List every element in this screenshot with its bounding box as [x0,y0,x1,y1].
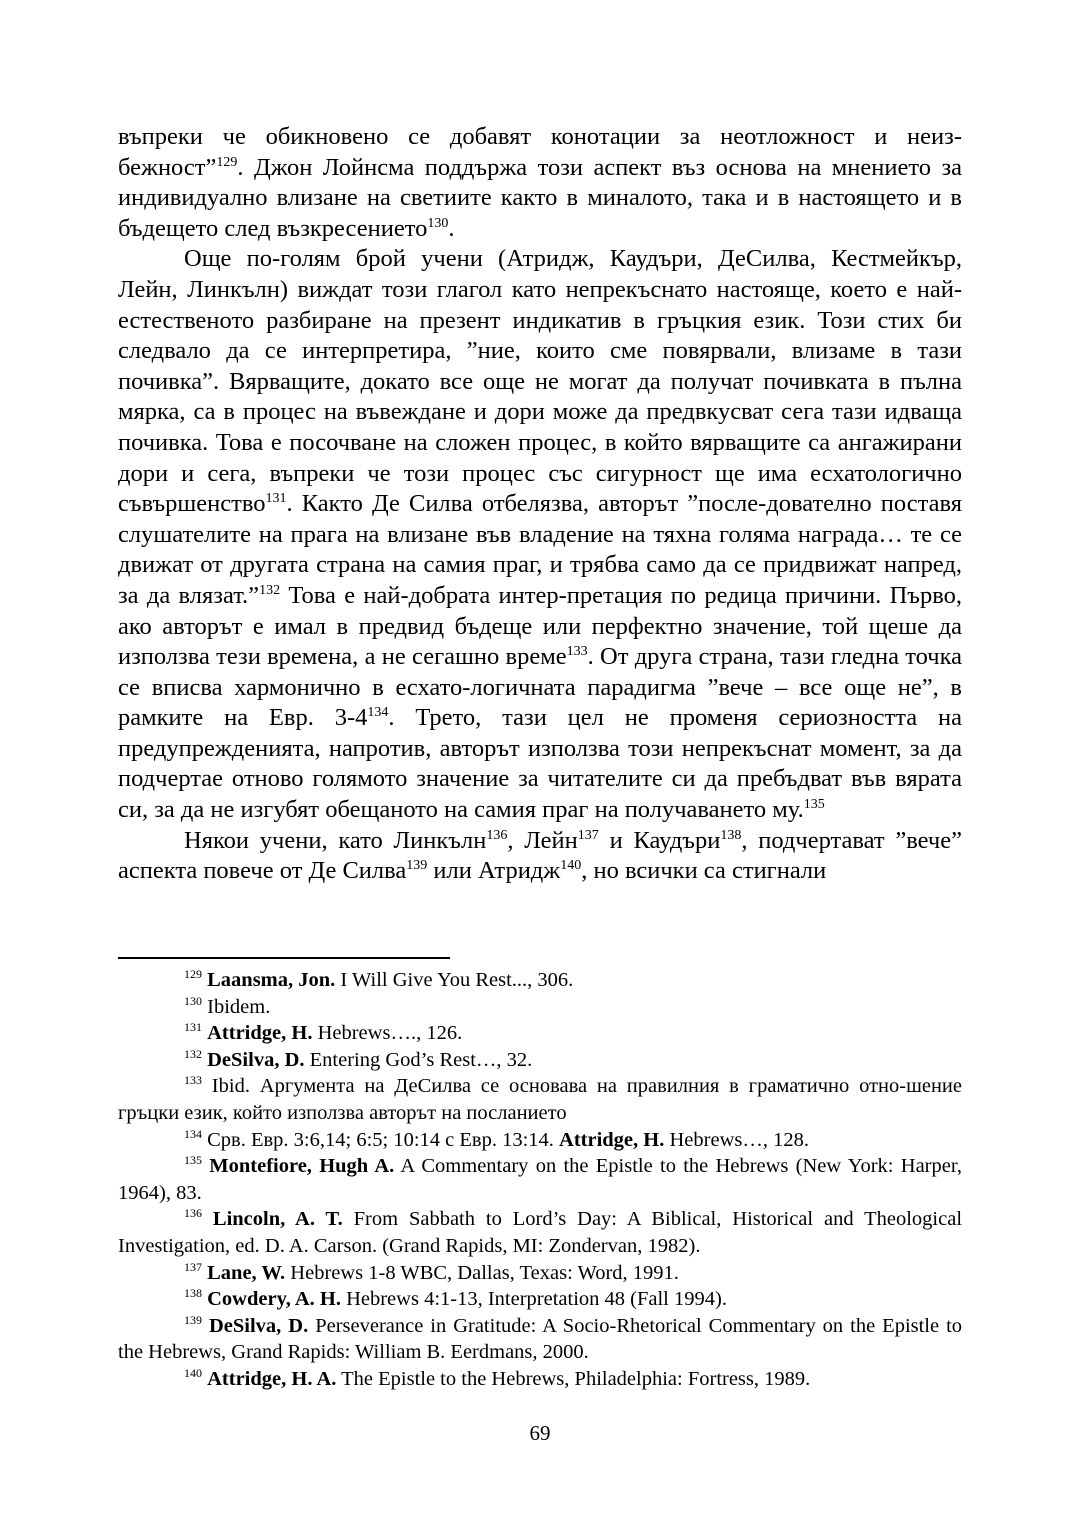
footnote-text: I Will Give You Rest..., 306. [335,969,574,991]
footnote-author: Lane, W. [207,1261,286,1284]
footnote-author: Attridge, H. [207,1022,313,1045]
footnote-author: DeSilva, D. [207,1048,305,1071]
footnote-text: Hebrews…., 126. [312,1022,463,1045]
footnote-text: From Sabbath to Lord’s Day: A Biblical, Historical and Theological Investigation, ed. D. A. Carson. (Grand Rapids, MI: Zondervan, 1982). [118,1208,963,1257]
paragraph-text: и Каудъри [598,826,721,854]
paragraph-text: , но всички са стигнали [581,857,827,885]
paragraph-3 [118,826,962,887]
footnote-129 [118,967,962,994]
footnote-author: Attridge, H. [559,1128,665,1151]
footnote-ref-130: 130 [427,215,449,231]
footnote-text: The Epistle to the Hebrews, Philadelphia: Fortress, 1989. [336,1367,811,1390]
footnote-ref-136: 136 [486,827,508,843]
footnote-number: 131 [184,1020,202,1035]
paragraph-2 [118,244,962,825]
footnote-134 [118,1127,962,1154]
footnote-ref-129: 129 [216,154,238,170]
footnote-number: 129 [184,967,202,981]
paragraph-text: . Джон Лойнсма поддържа този аспект въз основа на мнението за индивидуално влизане на светиите както в миналото, така и в настоящето и в бъдещето след възкресението [118,153,962,242]
footnote-135 [118,1153,962,1206]
paragraph-text: или Атридж [427,857,561,885]
paragraph-text: . Както Де Силва отбелязва, авторът ”после-дователно поставя слушателите на прага на влизане във владение на тяхна голяма награда… те се движат от другата страна на самия праг, и трябва само да се придвижат напред, за да влязат.” [118,490,962,609]
footnote-ref-137: 137 [577,827,599,843]
main-text [118,122,962,887]
footnote-ref-139: 139 [406,858,428,874]
footnote-ref-140: 140 [560,858,582,874]
footnote-132 [118,1047,962,1074]
footnote-136 [118,1206,962,1259]
footnote-text: Ibid. Аргумента на ДеСилва се основава на правилния в граматично отно-шение гръцки език, който използва авторът на посланието [118,1075,962,1124]
footnote-131 [118,1020,962,1047]
footnote-text: Hebrews…, 128. [664,1128,809,1151]
footnote-text: A Commentary on the Epistle to the Hebrews (New York: Harper, 1964), 83. [118,1155,962,1204]
footnote-text: Hebrews 1-8 WBC, Dallas, Texas: Word, 1991. [285,1261,679,1284]
footnote-author: Lincoln, A. T. [212,1208,343,1231]
footnote-number: 140 [184,1365,202,1380]
paragraph-text: Това е най-добрата интер-претация по редица причини. Първо, ако авторът е имал в предвид бъдеще или перфектно значение, той щеше да използва тези времена, а не сегашно време [118,581,962,671]
footnote-ref-134: 134 [367,705,389,721]
footnote-text: Ibidem. [202,995,271,1018]
page-number: 69 [529,1421,551,1445]
footnote-author: Attridge, H. A. [207,1367,337,1390]
footnote-author: Montefiore, Hugh A. [209,1155,395,1178]
paragraph-text: . От друга страна, тази гледна точка се вписва хармонично в есхато-логичната парадигма ”вече – все още не”, в рамките на Евр. 3-4 [118,643,962,732]
footnote-text: Срв. Евр. 3:6,14; 6:5; 10:14 с Евр. 13:14. [202,1128,560,1151]
footnote-138 [118,1286,962,1313]
footnote-133 [118,1073,962,1126]
footnote-text: Entering God’s Rest…, 32. [304,1048,533,1071]
footnote-number: 132 [184,1046,202,1061]
footnote-number: 130 [184,993,202,1008]
footnote-number: 139 [184,1312,202,1327]
footnote-number: 135 [184,1153,202,1168]
paragraph-text: , Лейн [507,826,578,854]
footnote-number: 137 [184,1259,202,1274]
paragraph-1 [118,122,962,244]
footnote-number: 138 [184,1286,202,1301]
footnote-ref-138: 138 [720,827,742,843]
paragraph-text: Още по-голям брой учени (Атридж, Каудъри, ДеСилва, Кестмейкър, Лейн, Линкълн) виждат този глагол като непрекъснато настояще, което е най-естественото разбиране на презент индикатив в гръцкия език. Този стих би следвало да се интерпретира, ”ние, които сме повярвали, влизаме в тази почивка”. Вярващите, докато все още не могат да получат почивката в пълна мярка, са в процес на въвеждане и дори може да предвкусват сега тази идваща почивка. Това е посочване на сложен процес, в който вярващите са ангажирани дори и сега, въпреки че този процес със сигурност ще има есхатологично съвършенство [118,245,962,518]
footnote-text: Hebrews 4:1-13, Interpretation 48 (Fall 1994). [340,1288,727,1311]
footnote-ref-135: 135 [803,797,825,813]
footnote-130 [118,994,962,1021]
footnote-140 [118,1366,962,1393]
footnote-ref-133: 133 [566,644,588,660]
footnotes [118,967,962,1393]
footnote-author: Laansma, Jon. [207,969,336,991]
paragraph-text: , подчертават ”вече” аспекта повече от Де Силва [118,826,963,885]
paragraph-text: . Трето, тази цел не променя сериозността на предупрежденията, напротив, авторът използва този непрекъснат момент, за да подчертае отново голямото значение за читателите си да пребъдват във вярата си, за да не изгубят обещаното на самия праг на получаването му. [118,704,962,824]
footnote-number: 134 [184,1126,202,1141]
paragraph-text: . [448,214,455,242]
footnote-ref-132: 132 [259,582,281,598]
footnote-ref-131: 131 [265,491,287,507]
footnote-separator [118,957,450,959]
footnote-author: DeSilva, D. [208,1314,309,1337]
footnote-number: 136 [184,1206,202,1221]
footnote-137 [118,1260,962,1287]
footnote-number: 133 [184,1073,202,1088]
footnote-text: Perseverance in Gratitude: A Socio-Rhetorical Commentary on the Epistle to the Hebrews, Grand Rapids: William B. Eerdmans, 2000. [118,1314,963,1364]
paragraph-text: въпреки че обикновено се добавят конотации за неотложност и неиз-бежност” [118,123,962,181]
paragraph-text: Някои учени, като Линкълн [184,826,487,854]
footnote-author: Cowdery, A. H. [207,1288,341,1311]
footnote-139 [118,1313,962,1366]
